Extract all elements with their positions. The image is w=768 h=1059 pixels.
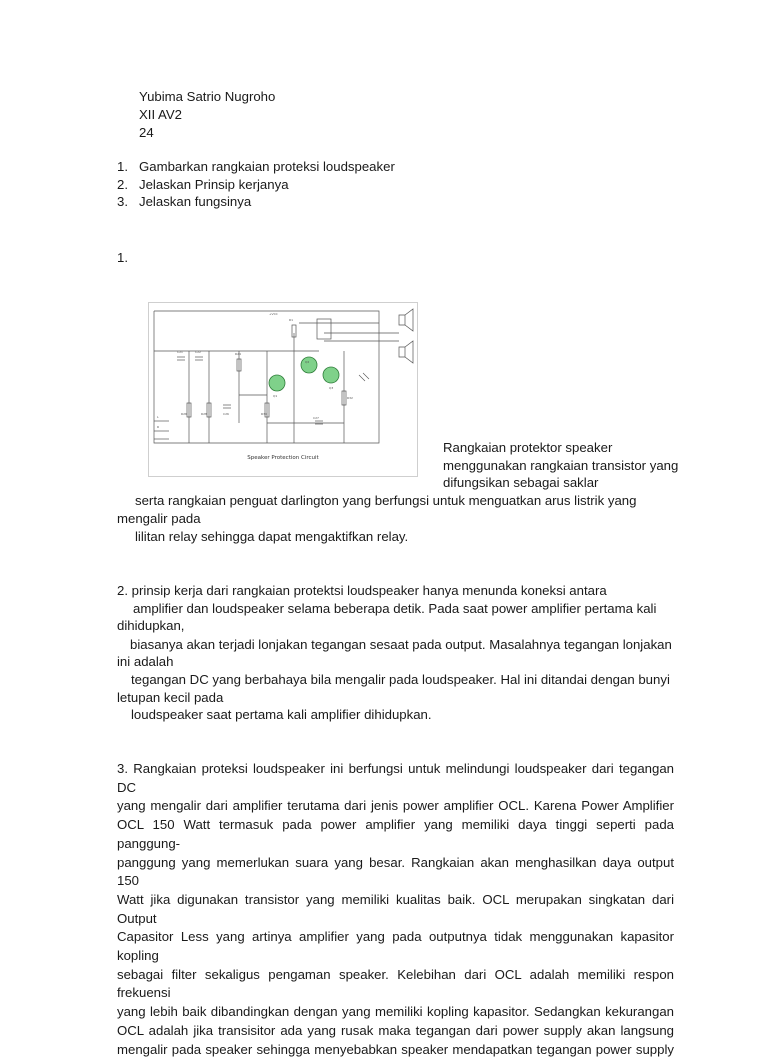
svg-text:C27: C27 — [313, 416, 319, 420]
svg-text:R24: R24 — [235, 352, 241, 356]
svg-text:C26: C26 — [223, 412, 229, 416]
answer3-line: yang lebih baik dibandingkan dengan yang memiliki kopling kapasitor. Sedangkan kekurangan — [117, 1004, 674, 1020]
answer2-line: dihidupkan, — [117, 618, 185, 633]
answer3-line: OCL adalah jika transisitor ada yang rusak maka tegangan dari power supply akan langsung — [117, 1022, 674, 1038]
svg-text:R28: R28 — [201, 412, 207, 416]
svg-text:R26: R26 — [181, 412, 187, 416]
answer3-line: OCL 150 Watt termasuk pada power amplifier yang memiliki daya tinggi seperti pada panggung- — [117, 817, 674, 851]
speaker-protection-circuit-diagram — [148, 302, 418, 477]
answer3-line: yang mengalir dari amplifier terutama dari jenis power amplifier OCL. Karena Power Amplifier — [117, 798, 674, 814]
svg-text:R32: R32 — [347, 396, 353, 400]
answer3-line: 3. Rangkaian proteksi loudspeaker ini berfungsi untuk melindungi loudspeaker dari tegangan DC — [117, 761, 674, 795]
answer1-line: mengalir pada — [117, 511, 201, 526]
answer3-line: Watt jika digunakan transistor yang memiliki kualitas baik. OCL merupakan singkatan dari Output — [117, 891, 674, 926]
student-class: XII AV2 — [139, 107, 183, 122]
answer3-line: Capasitor Less yang artinya amplifier yang pada outputnya tidak menggunakan kapasitor kopling — [117, 929, 674, 964]
svg-text:R: R — [157, 425, 160, 429]
answer2-line: amplifier dan loudspeaker selama beberapa detik. Pada saat power amplifier pertama kali — [133, 601, 657, 616]
answer2-line: loudspeaker saat pertama kali amplifier dihidupkan. — [131, 707, 432, 722]
question-number: 1. — [117, 159, 128, 174]
svg-text:R30: R30 — [261, 412, 267, 416]
answer1-label: 1. — [117, 250, 128, 265]
answer3-line: sebagai filter sekaligus pengaman speaker. Kelebihan dari OCL adalah memiliki respon frekuensi — [117, 966, 674, 1001]
question-text: Gambarkan rangkaian proteksi loudspeaker — [139, 159, 395, 174]
question-text: Jelaskan Prinsip kerjanya — [139, 177, 289, 192]
circuit-schematic — [149, 303, 417, 476]
answer3-paragraph — [117, 760, 674, 1059]
svg-text:Q2: Q2 — [305, 360, 310, 364]
diagram-caption: Speaker Protection Circuit — [247, 455, 319, 461]
svg-text:L: L — [157, 415, 159, 419]
answer2-line: letupan kecil pada — [117, 690, 224, 705]
svg-text:C21: C21 — [177, 350, 183, 354]
svg-text:Q1: Q1 — [273, 394, 278, 398]
answer1-line: menggunakan rangkaian transistor yang — [443, 458, 679, 473]
student-name: Yubima Satrio Nugroho — [139, 89, 276, 104]
answer2-line: 2. prinsip kerja dari rangkaian protektsi loudspeaker hanya menunda koneksi antara — [117, 583, 607, 598]
answer1-line: lilitan relay sehingga dapat mengaktifkan relay. — [135, 529, 409, 544]
svg-text:C22: C22 — [195, 350, 201, 354]
student-number: 24 — [139, 125, 154, 140]
question-number: 2. — [117, 177, 128, 192]
answer1-line: difungsikan sebagai saklar — [443, 475, 599, 490]
answer2-line: biasanya akan terjadi lonjakan tegangan sesaat pada output. Masalahnya tegangan lonjakan — [130, 637, 672, 652]
question-number: 3. — [117, 194, 128, 209]
svg-text:+VCC: +VCC — [269, 312, 278, 316]
svg-text:Q3: Q3 — [329, 386, 334, 390]
svg-text:R1: R1 — [289, 318, 293, 322]
answer2-line: tegangan DC yang berbahaya bila mengalir pada loudspeaker. Hal ini ditandai dengan bunyi — [131, 672, 670, 687]
answer3-line: panggung yang memerlukan suara yang besar. Rangkaian akan menghasilkan daya output 150 — [117, 854, 674, 889]
answer2-line: ini adalah — [117, 654, 174, 669]
answer3-line: mengalir pada speaker sehingga menyebabkan speaker mendapatkan tegangan power supply — [117, 1041, 674, 1057]
answer1-line: serta rangkaian penguat darlington yang berfungsi untuk menguatkan arus listrik yang — [135, 493, 637, 508]
answer1-line: Rangkaian protektor speaker — [443, 440, 613, 455]
question-text: Jelaskan fungsinya — [139, 194, 252, 209]
